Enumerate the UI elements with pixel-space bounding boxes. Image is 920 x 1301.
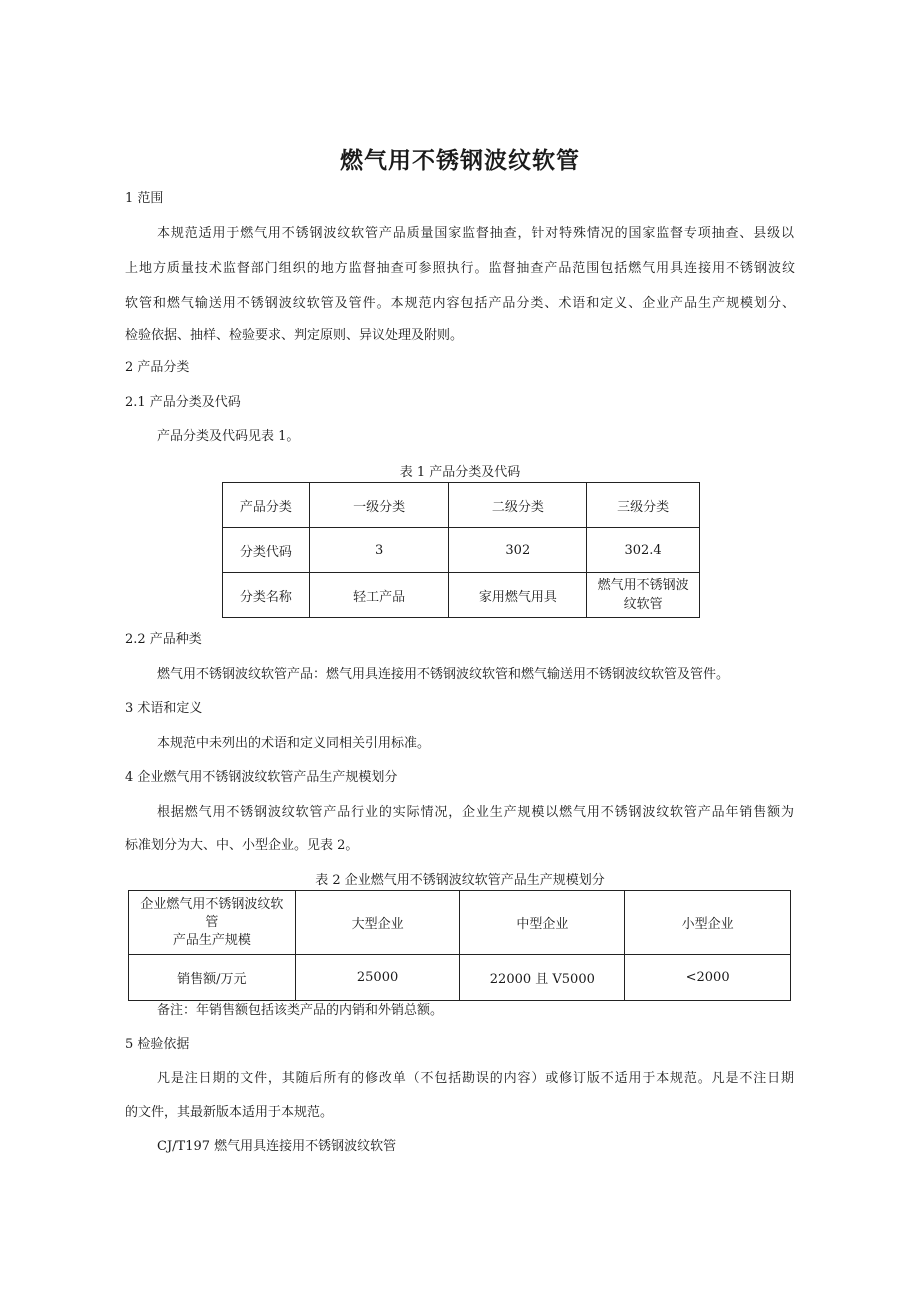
section-2-1-heading: 2.1 产品分类及代码	[125, 395, 241, 410]
table-cell	[587, 573, 700, 618]
table-cell	[129, 891, 296, 955]
section-3-heading: 3 术语和定义	[125, 701, 203, 716]
cell-text-line: 燃气用不锈钢波	[597, 578, 689, 593]
table-row	[129, 891, 791, 955]
enterprise-scale-table	[128, 890, 791, 1001]
table-row	[129, 955, 791, 1001]
table-cell: 分类代码	[223, 528, 310, 573]
section-2-heading: 2 产品分类	[125, 360, 190, 375]
cell-text-line: 产品生产规模	[172, 932, 251, 948]
section-2-2-paragraph: 燃气用不锈钢波纹软管产品：燃气用具连接用不锈钢波纹软管和燃气输送用不锈钢波纹软管及管件。	[157, 667, 730, 682]
section-3-paragraph: 本规范中未列出的术语和定义同相关引用标准。	[157, 736, 431, 751]
section-1-line-3: 软管和燃气输送用不锈钢波纹软管及管件。本规范内容包括产品分类、术语和定义、企业产品生产规模划分、	[125, 296, 795, 311]
table-row	[223, 573, 700, 618]
cell-text-line: 管	[205, 914, 219, 930]
section-2-2-heading: 2.2 产品种类	[125, 632, 202, 647]
table-cell: 一级分类	[309, 483, 449, 528]
table-cell: 三级分类	[587, 483, 700, 528]
table-2-caption: 表 2 企业燃气用不锈钢波纹软管产品生产规模划分	[315, 873, 605, 888]
section-5-line-1: 凡是注日期的文件，其随后所有的修改单（不包括勘误的内容）或修订版不适用于本规范。凡是不注日期	[157, 1071, 794, 1086]
section-1-line-1: 本规范适用于燃气用不锈钢波纹软管产品质量国家监督抽查，针对特殊情况的国家监督专项抽查、县级以	[157, 226, 794, 241]
table-cell: 销售额/万元	[129, 955, 296, 1001]
reference-standard: CJ/T197 燃气用具连接用不锈钢波纹软管	[157, 1139, 397, 1154]
table-1-caption: 表 1 产品分类及代码	[399, 465, 521, 480]
document-title: 燃气用不锈钢波纹软管	[340, 148, 580, 174]
section-4-heading: 4 企业燃气用不锈钢波纹软管产品生产规模划分	[125, 770, 398, 785]
section-4-line-1: 根据燃气用不锈钢波纹软管产品行业的实际情况，企业生产规模以燃气用不锈钢波纹软管产品年销售额为	[157, 805, 794, 820]
section-5-line-2: 的文件，其最新版本适用于本规范。	[125, 1105, 334, 1120]
table-cell: 中型企业	[460, 891, 625, 955]
table-cell: 大型企业	[295, 891, 460, 955]
table-cell: 产品分类	[223, 483, 310, 528]
product-classification-table	[222, 482, 700, 618]
table-cell: 家用燃气用具	[449, 573, 587, 618]
section-1-line-2: 上地方质量技术监督部门组织的地方监督抽查可参照执行。监督抽查产品范围包括燃气用具连接用不锈钢波纹	[125, 261, 795, 276]
table-cell: 302.4	[587, 528, 700, 573]
section-5-heading: 5 检验依据	[125, 1037, 190, 1052]
table-row	[223, 483, 700, 528]
table-cell: 轻工产品	[309, 573, 449, 618]
section-4-line-2: 标准划分为大、中、小型企业。见表 2。	[125, 838, 359, 853]
table-cell: 3	[309, 528, 449, 573]
section-1-line-4: 检验依据、抽样、检验要求、判定原则、异议处理及附则。	[125, 328, 464, 343]
section-1-heading: 1 范围	[125, 191, 164, 206]
table-cell: <2000	[625, 955, 791, 1001]
table-cell: 302	[449, 528, 587, 573]
table-cell: 小型企业	[625, 891, 791, 955]
table-cell: 二级分类	[449, 483, 587, 528]
table-cell: 22000 且 V5000	[460, 955, 625, 1001]
cell-text-line: 企业燃气用不锈钢波纹软	[140, 896, 284, 912]
table-cell: 分类名称	[223, 573, 310, 618]
section-2-1-paragraph: 产品分类及代码见表 1。	[157, 429, 300, 444]
cell-text-line: 纹软管	[623, 597, 663, 612]
table-row	[223, 528, 700, 573]
table-cell: 25000	[295, 955, 460, 1001]
table-2-note: 备注：年销售额包括该类产品的内销和外销总额。	[157, 1003, 444, 1018]
